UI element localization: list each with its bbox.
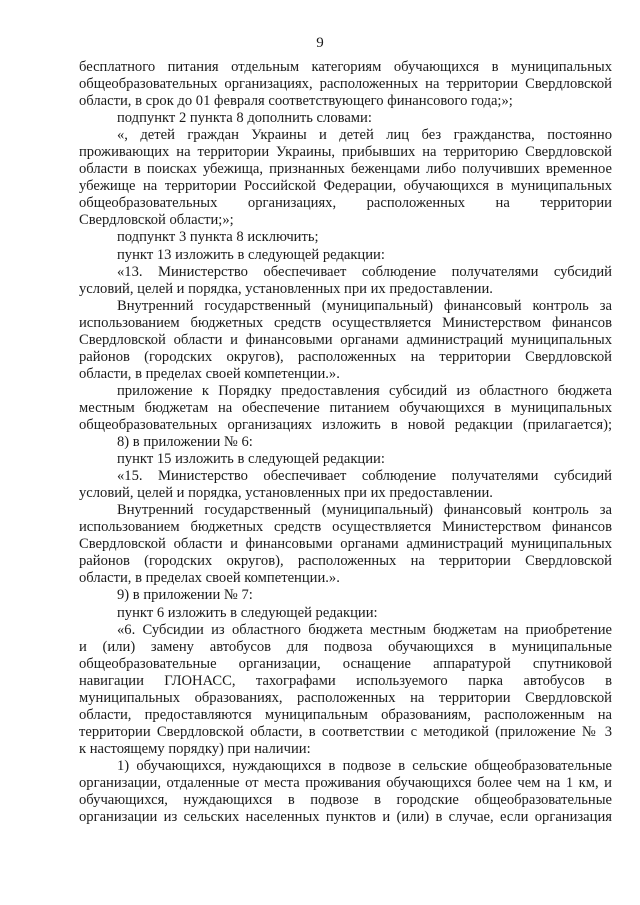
text-line: муниципальных образованиях, расположенных на территории Свердловской [79, 689, 612, 706]
text-line: Свердловской области и финансовыми органами администраций муниципальных [79, 331, 612, 348]
text-line: условий, целей и порядка, установленных при их предоставлении. [79, 280, 493, 297]
text-line: 9) в приложении № 7: [117, 587, 253, 604]
text-line: общеобразовательных организациях изложить в новой редакции (прилагается); [79, 416, 612, 433]
document-body [79, 59, 612, 826]
text-line: использованием бюджетных средств осуществляется Министерством финансов [79, 519, 612, 536]
text-line: подпункт 3 пункта 8 исключить; [117, 229, 319, 246]
text-line: к настоящему порядку) при наличии: [79, 740, 311, 757]
text-line: «15. Министерство обеспечивает соблюдение получателями субсидий [117, 468, 612, 485]
text-line: Свердловской области;»; [79, 212, 234, 229]
text-line: местным бюджетам на обеспечение питанием обучающихся в муниципальных [79, 399, 612, 416]
text-line: пункт 6 изложить в следующей редакции: [117, 604, 378, 621]
text-line: проживающих на территории Украины, прибывших на территорию Свердловской [79, 144, 612, 161]
text-line: и (или) замену автобусов для подвоза обучающихся в муниципальные [79, 638, 612, 655]
text-line: Внутренний государственный (муниципальный) финансовый контроль за [117, 297, 612, 314]
text-line: приложение к Порядку предоставления субсидий из областного бюджета [117, 382, 612, 399]
text-line: навигации ГЛОНАСС, тахографами используемого парка автобусов в [79, 672, 612, 689]
text-line: 1) обучающихся, нуждающихся в подвозе в сельские общеобразовательные [117, 757, 612, 774]
text-line: Внутренний государственный (муниципальный) финансовый контроль за [117, 502, 612, 519]
text-line: «, детей граждан Украины и детей лиц без гражданства, постоянно [117, 127, 612, 144]
text-line: условий, целей и порядка, установленных при их предоставлении. [79, 485, 493, 502]
text-line: области, в срок до 01 февраля соответствующего финансового года;»; [79, 93, 513, 110]
text-line: Свердловской области и финансовыми органами администраций муниципальных [79, 536, 612, 553]
text-line: области, в пределах своей компетенции.». [79, 365, 340, 382]
text-line: организации из сельских населенных пунктов и (или) в случае, если организация [79, 809, 612, 826]
text-line: обучающихся, нуждающихся в подвозе в городские общеобразовательные [79, 792, 612, 809]
text-line: районов (городских округов), расположенных на территории Свердловской [79, 553, 612, 570]
text-line: пункт 15 изложить в следующей редакции: [117, 451, 385, 468]
text-line: подпункт 2 пункта 8 дополнить словами: [117, 110, 372, 127]
text-line: организации, отдаленные от места проживания обучающихся более чем на 1 км, и [79, 774, 612, 791]
text-line: «6. Субсидии из областного бюджета местным бюджетам на приобретение [117, 621, 612, 638]
text-line: убежище на территории Российской Федерации, обучающихся в муниципальных [79, 178, 612, 195]
text-line: «13. Министерство обеспечивает соблюдение получателями субсидий [117, 263, 612, 280]
text-line: бесплатного питания отдельным категориям обучающихся в муниципальных [79, 59, 612, 75]
text-line: общеобразовательные организации, оснащение аппаратурой спутниковой [79, 655, 612, 672]
text-line: области, предоставляются муниципальным образованиям, расположенным на [79, 706, 612, 723]
text-line: территории Свердловской области, в соответствии с методикой (приложение № 3 [79, 723, 612, 740]
text-line: области в поисках убежища, признанных беженцами либо получивших временное [79, 161, 612, 178]
page-number: 9 [316, 35, 324, 51]
text-line: использованием бюджетных средств осуществляется Министерством финансов [79, 314, 612, 331]
text-line: области, в пределах своей компетенции.». [79, 570, 340, 587]
text-line: 8) в приложении № 6: [117, 434, 253, 451]
text-line: пункт 13 изложить в следующей редакции: [117, 246, 385, 263]
text-line: районов (городских округов), расположенных на территории Свердловской [79, 348, 612, 365]
text-line: общеобразовательных организациях, расположенных на территории Свердловской [79, 76, 612, 93]
text-line: общеобразовательных организациях, расположенных на территории [79, 195, 612, 212]
